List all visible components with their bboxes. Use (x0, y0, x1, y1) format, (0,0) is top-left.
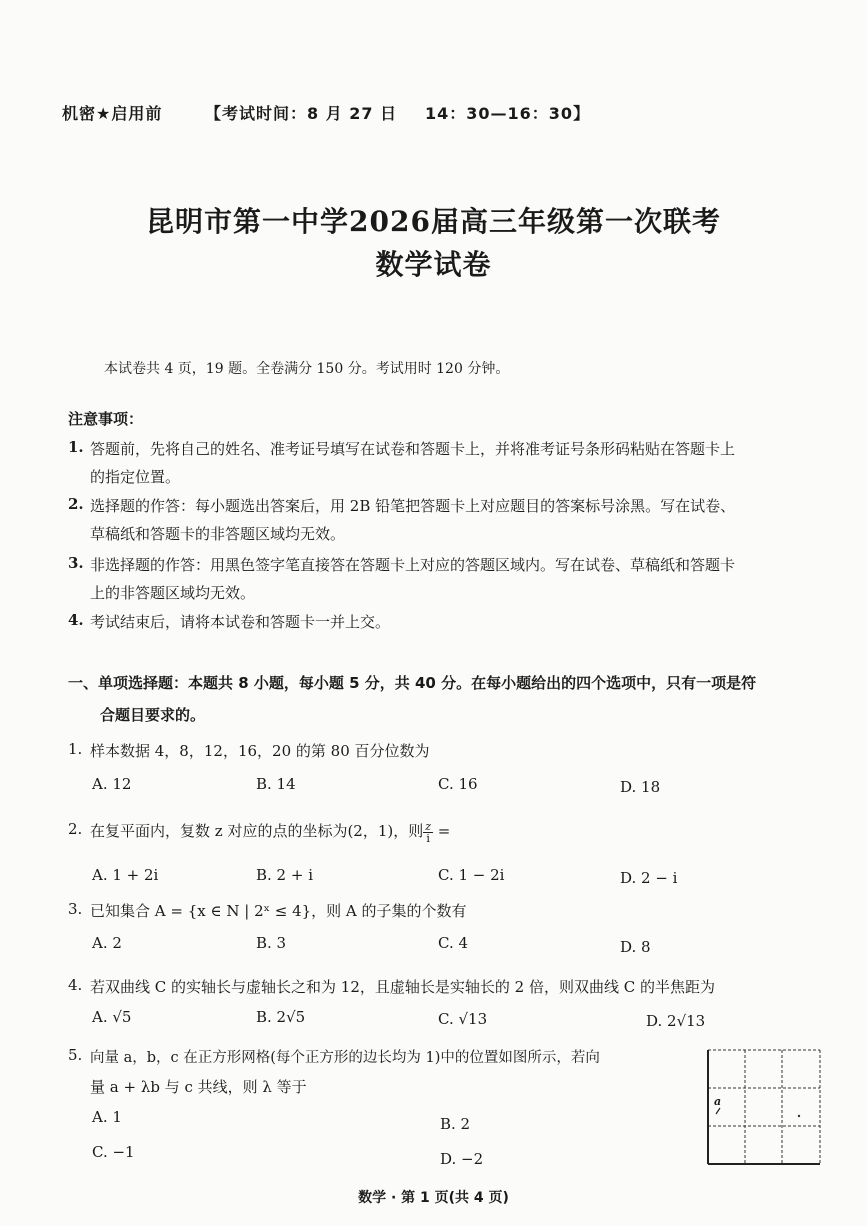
question-stem: 向量 a，b，c 在正方形网格(每个正方形的边长均为 1)中的位置如图所示，若向 (90, 1050, 600, 1066)
note-text: 答题前，先将自己的姓名、准考证号填写在试卷和答题卡上，并将准考证号条形码粘贴在答题卡上 (90, 440, 736, 458)
note-text: 选择题的作答：每小题选出答案后，用 2B 铅笔把答题卡上对应题目的答案标号涂黑。写在试卷、 (90, 497, 736, 515)
option-b: B. 3 (256, 934, 287, 952)
question-number: 2. (68, 820, 83, 838)
question-stem-text: = (433, 822, 451, 840)
note-text: 草稿纸和答题卡的非答题区域均无效。 (90, 525, 346, 543)
fraction (423, 821, 433, 844)
fraction-denominator: i (426, 831, 430, 845)
secret-label: 机密★启用前 (62, 104, 163, 123)
option-b: B. 2√5 (256, 1008, 306, 1026)
question-stem-text: 在复平面内，复数 z 对应的点的坐标为(2，1)，则 (90, 822, 424, 840)
question-number: 5. (68, 1046, 83, 1064)
notes-heading: 注意事项： (68, 410, 144, 428)
option-c: C. −1 (92, 1143, 135, 1161)
question-number: 1. (68, 740, 83, 758)
option-d: D. −2 (440, 1150, 484, 1168)
option-b: B. 14 (256, 775, 296, 793)
question-number: 3. (68, 900, 83, 918)
note-number: 3. (68, 554, 84, 572)
option-d: D. 8 (620, 938, 651, 956)
option-b: B. 2 (440, 1115, 471, 1133)
grid-point (798, 1115, 800, 1117)
fraction-numerator: z (425, 819, 432, 833)
option-a: A. 2 (92, 934, 122, 952)
question-stem-cont: 量 a + λb 与 c 共线，则 λ 等于 (90, 1078, 307, 1096)
exam-title: 昆明市第一中学2026届高三年级第一次联考 (146, 205, 721, 238)
question-stem: 若双曲线 C 的实轴长与虚轴长之和为 12，且虚轴长是实轴长的 2 倍，则双曲线 C 的半焦距为 (90, 978, 715, 996)
exam-date: 【考试时间：8 月 27 日 (205, 104, 398, 123)
option-c: C. 16 (438, 775, 478, 793)
question-stem: 样本数据 4，8，12，16，20 的第 80 百分位数为 (90, 742, 430, 760)
option-a: A. 12 (92, 775, 132, 793)
exam-subtitle: 数学试卷 (375, 248, 492, 281)
note-number: 1. (68, 438, 84, 456)
option-a: A. √5 (92, 1008, 132, 1026)
section-heading-cont: 合题目要求的。 (100, 706, 206, 724)
question-number: 4. (68, 976, 83, 994)
page-footer: 数学 · 第 1 页(共 4 页) (358, 1190, 509, 1206)
option-a: A. 1 + 2i (92, 866, 159, 884)
section-heading: 一、单项选择题：本题共 8 小题，每小题 5 分，共 40 分。在每小题给出的四个选项中，只有一项是符 (68, 674, 757, 692)
option-d: D. 18 (620, 778, 661, 796)
question-stem (90, 820, 450, 844)
note-text: 上的非答题区域均无效。 (90, 584, 256, 602)
note-number: 4. (68, 611, 84, 629)
option-b: B. 2 + i (256, 866, 314, 884)
note-text: 考试结束后，请将本试卷和答题卡一并上交。 (90, 613, 391, 631)
option-c: C. 1 − 2i (438, 866, 505, 884)
option-c: C. 4 (438, 934, 469, 952)
note-number: 2. (68, 495, 84, 513)
option-d: D. 2√13 (646, 1012, 706, 1030)
option-a: A. 1 (92, 1108, 122, 1126)
vector-a-arrow (716, 1108, 720, 1114)
note-text: 非选择题的作答：用黑色签字笔直接答在答题卡上对应的答题区域内。写在试卷、草稿纸和答题卡 (90, 556, 736, 574)
question-stem: 已知集合 A = {x ∈ N | 2ˣ ≤ 4}，则 A 的子集的个数有 (90, 902, 467, 920)
exam-time: 14：30—16：30】 (425, 104, 591, 123)
option-c: C. √13 (438, 1010, 488, 1028)
note-text: 的指定位置。 (90, 468, 181, 486)
option-d: D. 2 − i (620, 869, 678, 887)
vector-grid-figure (706, 1048, 822, 1168)
exam-intro: 本试卷共 4 页，19 题。全卷满分 150 分。考试用时 120 分钟。 (104, 361, 510, 377)
vector-a-label: a (714, 1095, 722, 1108)
